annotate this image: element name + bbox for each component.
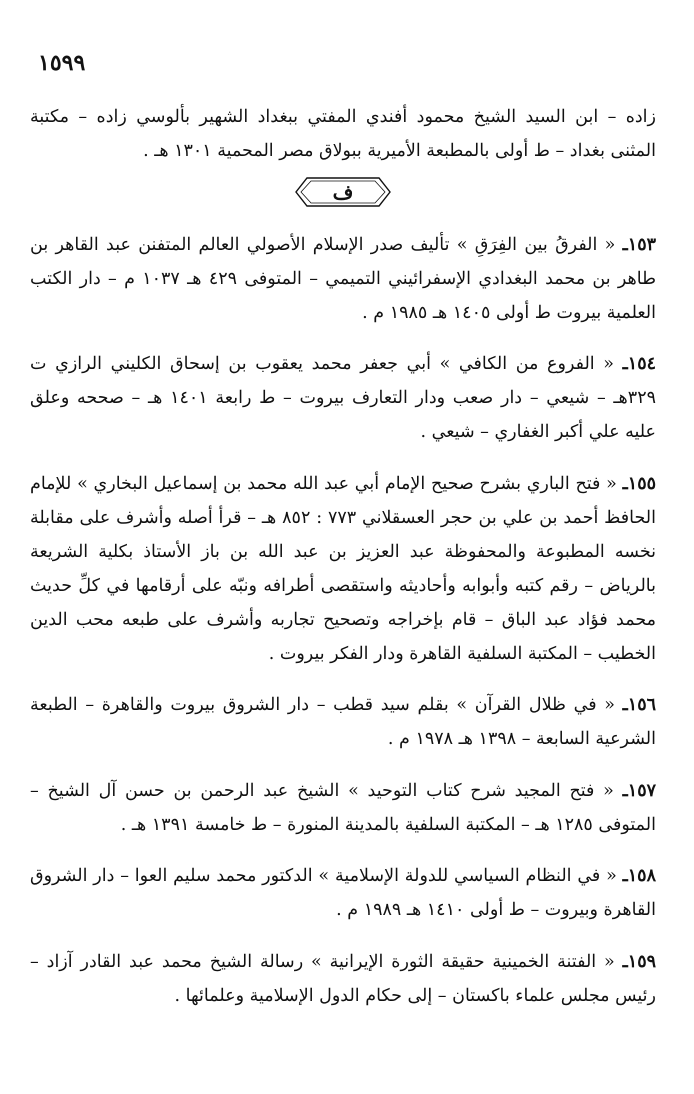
section-letter: ف — [332, 180, 354, 204]
entry-text: « في النظام السياسي للدولة الإسلامية » الدكتور محمد سليم العوا – دار الشروق القاهرة وبيروت – ط أولى ١٤١٠ هـ ١٩٨٩ م . — [30, 866, 656, 920]
entry-number: ١٥٥ـ — [622, 473, 656, 494]
list-item — [30, 228, 656, 330]
entry-number: ١٥٣ـ — [622, 234, 656, 255]
list-item — [30, 467, 656, 671]
list-item — [30, 774, 656, 842]
entry-number: ١٥٧ـ — [622, 780, 656, 801]
entry-text: « الفروع من الكافي » أبي جعفر محمد يعقوب بن إسحاق الكليني الرازي ت ٣٢٩هـ – شيعي – دار صعب ودار التعارف بيروت – ط رابعة ١٤٠١ هـ – صححه وعلق عليه علي أكبر الغفاري – شيعي . — [30, 354, 656, 442]
page-body — [30, 100, 656, 1022]
entry-text: « فتح المجيد شرح كتاب التوحيد » الشيخ عبد الرحمن بن حسن آل الشيخ – المتوفى ١٢٨٥ هـ – المكتبة السلفية بالمدينة المنورة – ط خامسة ١٣٩١ هـ . — [30, 780, 656, 835]
entry-number: ١٥٤ـ — [622, 354, 656, 374]
entry-number: ١٥٩ـ — [622, 951, 656, 972]
section-ornament-frame — [293, 175, 393, 209]
list-item — [30, 688, 656, 756]
entry-text: « في ظلال القرآن » بقلم سيد قطب – دار الشروق بيروت والقاهرة – الطبعة الشرعية السابعة – ١٣٩٨ هـ ١٩٧٨ م . — [30, 695, 656, 749]
entry-number: ١٥٨ـ — [622, 866, 656, 886]
page-number: ١٥٩٩ — [38, 50, 86, 76]
continuation-paragraph: زاده – ابن السيد الشيخ محمود أفندي المفتي ببغداد الشهير بألوسي زاده – مكتبة المثنى بغداد – ط أولى بالمطبعة الأميرية ببولاق مصر المحمية ١٣٠١ هـ . — [30, 107, 656, 161]
section-heading — [30, 174, 656, 210]
list-item — [30, 945, 656, 1013]
entry-text: « فتح الباري بشرح صحيح الإمام أبي عبد الله محمد بن إسماعيل البخاري » للإمام الحافظ أحمد بن علي بن حجر العسقلاني ٧٧٣ : ٨٥٢ هـ – قرأ أصله وأشرف على مقابلة نخسه المطبوعة والمحفوظة عبد العزيز بن عبد الله بن باز الأستاذ بكلية الشريعة بالرياض – رقم كتبه وأبوابه وأحاديثه واستقصى أطرافه ونبّه على أرقامها في كلِّ حديث محمد فؤاد عبد الباق – قام بإخراجه وتصحيح تجاربه وأشرف على طبعه محب الدين الخطيب – المكتبة السلفية القاهرة ودار الفكر بيروت . — [30, 473, 656, 664]
entry-number: ١٥٦ـ — [622, 695, 656, 715]
entry-text: « الفرقُ بين الفِرَقِ » تأليف صدر الإسلام الأصولي العالم المتفنن عبد القاهر بن طاهر بن محمد البغدادي الإسفرائيني التميمي – المتوفى ٤٢٩ هـ ١٠٣٧ م – دار الكتب العلمية بيروت ط أولى ١٤٠٥ هـ ١٩٨٥ م . — [30, 234, 657, 323]
list-item — [30, 859, 656, 927]
list-item — [30, 347, 656, 449]
entry-text: « الفتنة الخمينية حقيقة الثورة الإيرانية » رسالة الشيخ محمد عبد القادر آزاد – رئيس مجلس علماء باكستان – إلى حكام الدول الإسلامية وعلمائها . — [30, 951, 656, 1006]
